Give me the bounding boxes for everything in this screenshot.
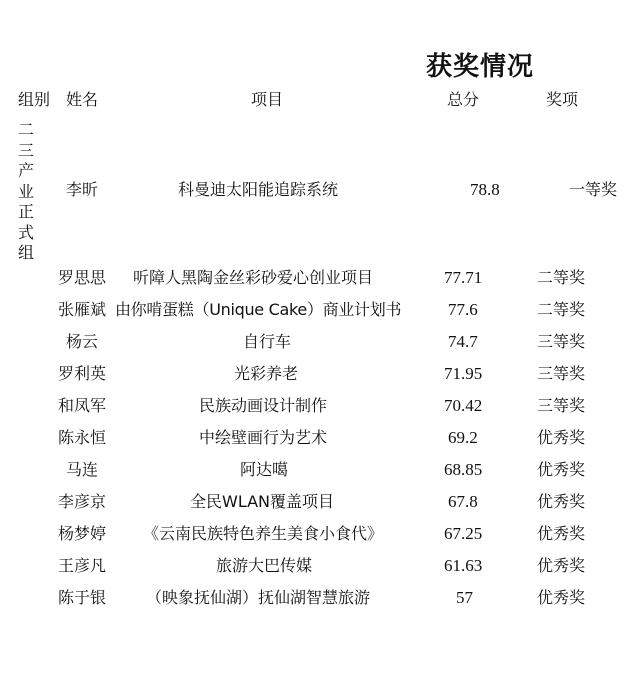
row-score: 77.6 [448, 300, 478, 319]
row-score: 69.2 [448, 428, 478, 447]
row-name: 李昕 [66, 180, 99, 199]
row-name: 陈于银 [58, 588, 107, 607]
row-award: 优秀奖 [537, 524, 586, 543]
row-award: 一等奖 [569, 180, 618, 199]
row-award: 优秀奖 [537, 588, 586, 607]
row-name: 和凤军 [58, 396, 107, 415]
row-project: 由你啃蛋糕（Unique Cake）商业计划书 [115, 300, 402, 319]
row-name: 王彦凡 [58, 556, 107, 575]
row-project: （映象抚仙湖）抚仙湖智慧旅游 [146, 588, 371, 607]
row-name: 张雁斌 [58, 300, 107, 319]
header-award: 奖项 [546, 90, 579, 109]
row-score: 78.8 [470, 180, 500, 199]
row-award: 三等奖 [537, 396, 586, 415]
row-score: 67.8 [448, 492, 478, 511]
row-score: 77.71 [444, 268, 483, 287]
row-award: 三等奖 [537, 364, 586, 383]
row-name: 马连 [66, 460, 99, 479]
row-score: 67.25 [444, 524, 483, 543]
header-project: 项目 [251, 90, 284, 109]
row-score: 71.95 [444, 364, 483, 383]
row-project: 自行车 [243, 332, 292, 351]
row-name: 陈永恒 [58, 428, 107, 447]
row-score: 70.42 [444, 396, 483, 415]
page-title: 获奖情况 [426, 52, 535, 82]
row-award: 优秀奖 [537, 556, 586, 575]
group-label: 二三产业正式组 [18, 120, 35, 262]
row-award: 优秀奖 [537, 428, 586, 447]
row-project: 光彩养老 [234, 364, 299, 383]
row-name: 杨梦婷 [58, 524, 107, 543]
row-project: 听障人黑陶金丝彩砂爱心创业项目 [133, 268, 374, 287]
row-project: 阿达噶 [240, 460, 289, 479]
header-name: 姓名 [66, 90, 99, 109]
row-score: 74.7 [448, 332, 478, 351]
row-project: 科曼迪太阳能追踪系统 [178, 180, 339, 199]
row-score: 57 [456, 588, 473, 607]
header-score: 总分 [447, 90, 480, 109]
row-project: 全民WLAN覆盖项目 [190, 492, 335, 511]
row-award: 优秀奖 [537, 492, 586, 511]
row-name: 罗思思 [58, 268, 107, 287]
row-score: 61.63 [444, 556, 483, 575]
row-name: 杨云 [66, 332, 99, 351]
row-project: 民族动画设计制作 [199, 396, 328, 415]
row-project: 中绘壁画行为艺术 [199, 428, 328, 447]
row-project: 旅游大巴传媒 [216, 556, 313, 575]
row-award: 三等奖 [537, 332, 586, 351]
row-project: 《云南民族特色养生美食小食代》 [143, 524, 384, 543]
row-award: 优秀奖 [537, 460, 586, 479]
row-name: 李彦京 [58, 492, 107, 511]
row-award: 二等奖 [537, 268, 586, 287]
row-score: 68.85 [444, 460, 483, 479]
row-name: 罗利英 [58, 364, 107, 383]
header-group: 组别 [18, 90, 51, 109]
row-award: 二等奖 [537, 300, 586, 319]
